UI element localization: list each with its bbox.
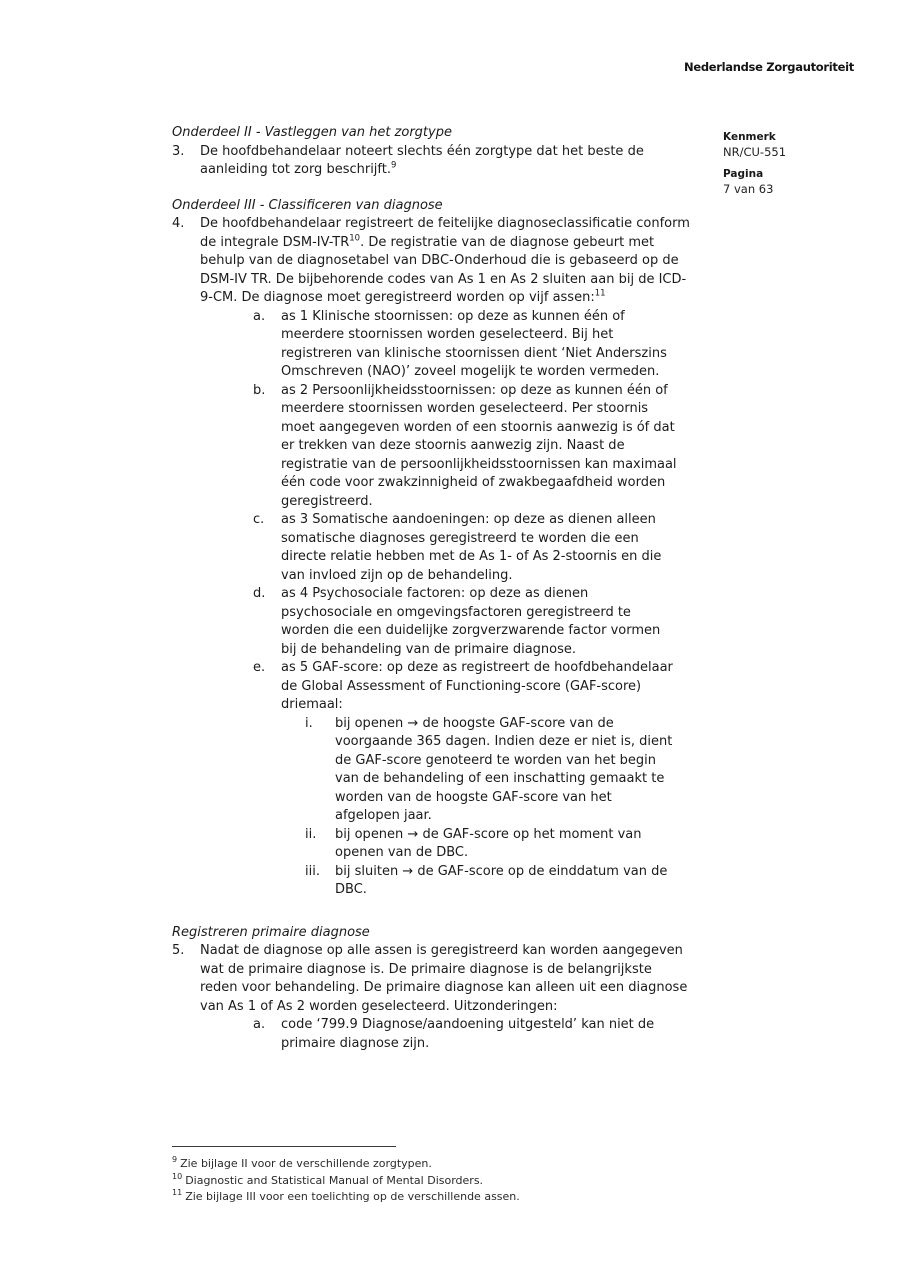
footnote-11 (172, 1189, 732, 1206)
footnote-text: Diagnostic and Statistical Manual of Mental Disorders. (185, 1173, 484, 1187)
alpha-marker: c. (253, 512, 265, 527)
kenmerk-value: NR/CU-551 (723, 145, 787, 159)
item-3-text: De hoofdbehandelaar noteert slechts één zorgtype dat het beste de aanleiding tot zorg beschrijft. (200, 143, 644, 177)
alpha-text (281, 659, 679, 900)
alpha-text: code ‘799.9 Diagnose/aandoening uitgesteld’ kan niet de primaire diagnose zijn. (281, 1017, 655, 1051)
pagina-label: Pagina (723, 168, 764, 180)
alpha-marker: d. (253, 586, 266, 601)
alpha-list-item-b (253, 382, 692, 512)
section-heading-onderdeel-iii: Onderdeel III - Classificeren van diagnose (172, 197, 443, 213)
footnotes-section (172, 1146, 732, 1206)
roman-marker: iii. (305, 863, 320, 879)
item-4-text-part1: De hoofdbehandelaar registreert de feitelijke diagnoseclassificatie conform de integrale DSM-IV-TR (200, 216, 690, 250)
footnote-number: 9 (172, 1155, 178, 1165)
list-number: 5. (172, 943, 185, 958)
alpha-text: as 1 Klinische stoornissen: op deze as kunnen één of meerdere stoornissen worden geselecteerd. Bij het registreren van klinische stoornissen dient ‘Niet Anderszins Omschreven (NAO)’ zoveel mogelijk te worden vermeden. (281, 308, 667, 379)
item-4-intro (200, 215, 692, 308)
footnote-number: 10 (172, 1171, 183, 1181)
list-item-5 (172, 942, 692, 1053)
roman-marker: i. (305, 715, 313, 731)
alpha-marker: b. (253, 382, 266, 398)
alpha-list-item-e (253, 659, 692, 900)
alpha-list-item-5a (253, 1016, 692, 1053)
list-item-4 (172, 215, 692, 900)
footnote-text: Zie bijlage II voor de verschillende zorgtypen. (180, 1157, 432, 1170)
footnote-divider (172, 1146, 396, 1147)
footnote-ref-9: 9 (391, 160, 397, 171)
main-content (172, 124, 692, 1053)
roman-text: bij openen → de GAF-score op het moment van openen van de DBC. (335, 826, 642, 860)
roman-marker: ii. (305, 826, 317, 842)
roman-text: bij sluiten → de GAF-score op de einddatum van de DBC. (335, 863, 668, 897)
alpha-text: as 3 Somatische aandoeningen: op deze as dienen alleen somatische diagnoses geregistreerd te worden die een directe relatie hebben met de As 1- of As 2-stoornis en die van invloed zijn op de behandeling. (281, 512, 662, 583)
alpha-text: as 2 Persoonlijkheidsstoornissen: op deze as kunnen één of meerdere stoornissen worden geselecteerd. Per stoornis moet aangegeven worden of een stoornis aanwezig is óf dat er trekken van deze stoornis aanwezig zijn. Naast de registratie van de persoonlijkheidsstoornissen kan maximaal één code voor zwakzinnigheid of zwakbegaafdheid worden geregistreerd. (281, 382, 677, 509)
item-5-intro: Nadat de diagnose op alle assen is geregistreerd kan worden aangegeven wat de primaire diagnose is. De primaire diagnose is de belangrijkste reden voor behandeling. De primaire diagnose kan alleen uit een diagnose van As 1 of As 2 worden geselecteerd. Uitzonderingen: (200, 943, 688, 1014)
section-heading-registreren: Registreren primaire diagnose (172, 924, 370, 940)
alpha-e-text: as 5 GAF-score: op deze as registreert de hoofdbehandelaar de Global Assessment of Functioning-score (GAF-score) driemaal: (281, 660, 673, 712)
alpha-text: as 4 Psychosociale factoren: op deze as dienen psychosociale en omgevingsfactoren geregistreerd te worden die een duidelijke zorgverzwarende factor vormen bij de behandeling van de primaire diagnose. (281, 586, 661, 657)
alpha-marker: e. (253, 660, 266, 675)
footnote-number: 11 (172, 1188, 183, 1198)
footnote-text: Zie bijlage III voor een toelichting op de verschillende assen. (185, 1190, 520, 1203)
footnote-ref-10: 10 (349, 233, 361, 244)
pagina-value: 7 van 63 (723, 182, 774, 196)
list-item-text (200, 942, 692, 1053)
roman-list-item-i (305, 715, 679, 826)
item-4-text-part2: . De registratie van de diagnose gebeurt met behulp van de diagnosetabel van DBC-Onderhoud die is gebaseerd op de DSM-IV TR. De bijbehorende codes van As 1 en As 2 sluiten aan bij de ICD-9-CM. De diagnose moet geregistreerd worden op vijf assen: (200, 234, 687, 305)
footnote-ref-11: 11 (594, 288, 606, 299)
list-number: 4. (172, 216, 185, 231)
footnote-10 (172, 1173, 732, 1190)
alpha-marker: a. (253, 308, 266, 324)
section-heading-onderdeel-ii: Onderdeel II - Vastleggen van het zorgtype (172, 125, 452, 140)
alpha-list-item-a (253, 308, 692, 382)
document-meta (723, 130, 786, 197)
alpha-marker: a. (253, 1017, 266, 1032)
list-item-3 (172, 143, 692, 180)
list-number: 3. (172, 143, 185, 159)
pagina-block (723, 167, 786, 197)
kenmerk-label: Kenmerk (723, 131, 776, 143)
footnote-9 (172, 1156, 732, 1173)
organization-logo: Nederlandse Zorgautoriteit (684, 60, 854, 74)
roman-list-item-ii (305, 826, 679, 863)
kenmerk-block (723, 130, 786, 160)
roman-text: bij openen → de hoogste GAF-score van de voorgaande 365 dagen. Indien deze er niet is, dient de GAF-score genoteerd te worden van het begin van de behandeling of een inschatting gemaakt te worden van de hoogste GAF-score van het afgelopen jaar. (335, 715, 673, 823)
list-item-text (200, 215, 692, 900)
roman-list-item-iii (305, 863, 679, 900)
alpha-list-item-c (253, 511, 692, 585)
alpha-list-item-d (253, 585, 692, 659)
list-item-text (200, 143, 692, 180)
